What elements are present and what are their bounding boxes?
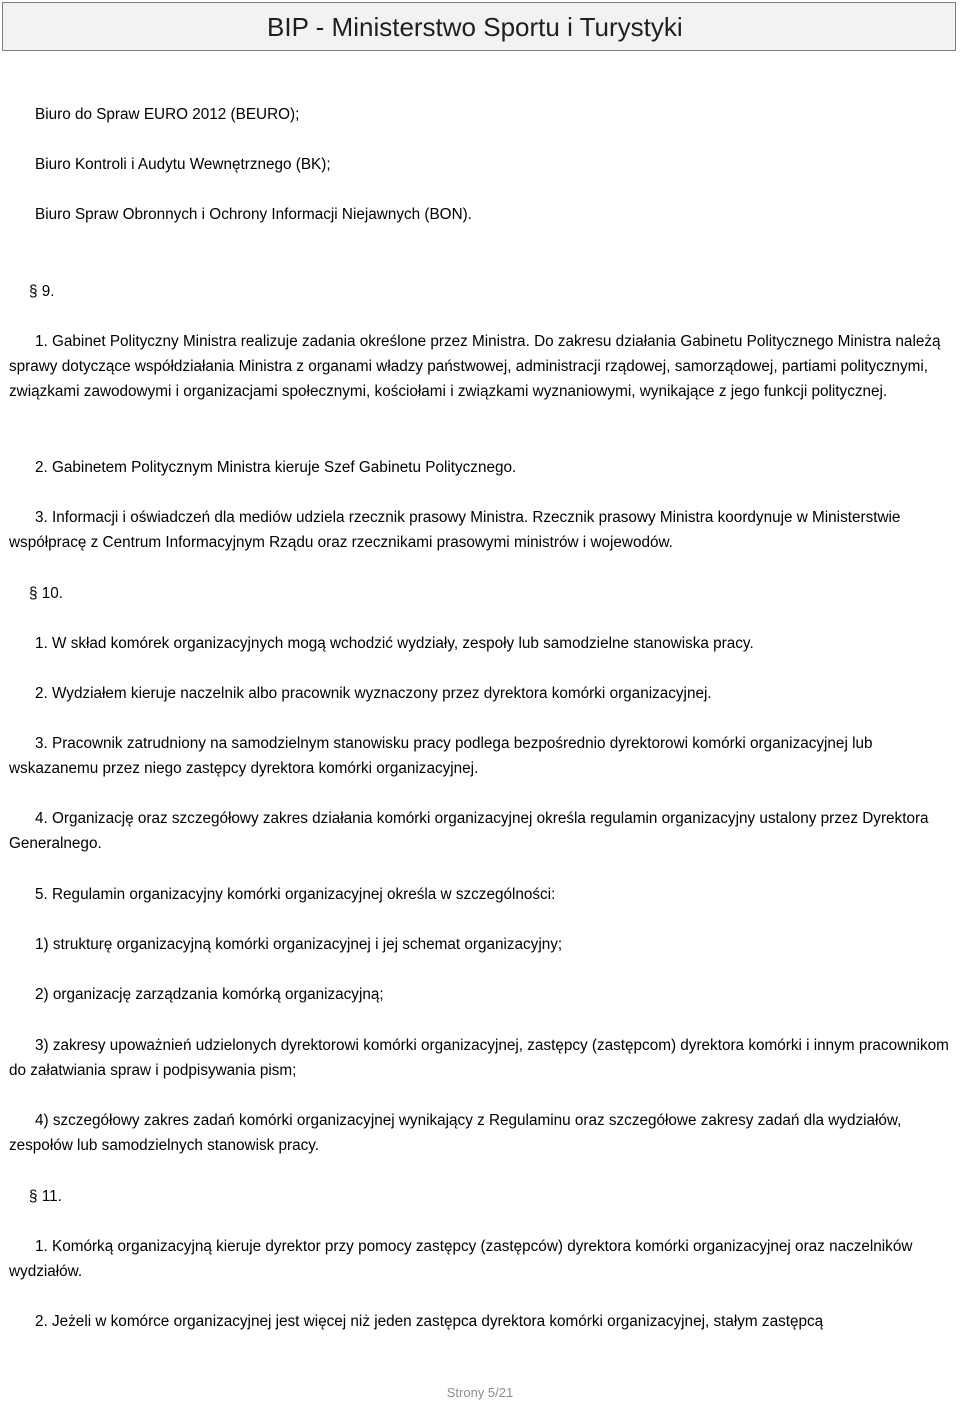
paragraph-10-5-item-2: 2) organizację zarządzania komórką organizacyjną; <box>35 986 384 1003</box>
section-symbol-10: § 10. <box>29 585 64 602</box>
paragraph-10-5-item-3: 3) zakresy upoważnień udzielonych dyrektorowi komórki organizacyjnej, zastępcy (zastępcom) dyrektora komórki i innym pracownikom do załatwiania spraw i podpisywania pism; <box>9 1037 949 1079</box>
paragraph-10-4: 4. Organizację oraz szczegółowy zakres działania komórki organizacyjnej określa regulamin organizacyjny ustalony przez Dyrektora Generalnego. <box>9 810 929 852</box>
paragraph-9-2: 2. Gabinetem Politycznym Ministra kieruje Szef Gabinetu Politycznego. <box>35 459 517 476</box>
paragraph-11-2: 2. Jeżeli w komórce organizacyjnej jest więcej niż jeden zastępca dyrektora komórki organizacyjnej, stałym zastępcą <box>35 1313 824 1330</box>
paragraph-11-1: 1. Komórką organizacyjną kieruje dyrektor przy pomocy zastępcy (zastępców) dyrektora komórki organizacyjnej oraz naczelników wydziałów. <box>9 1238 913 1280</box>
page-number: Strony 5/21 <box>446 1385 514 1400</box>
page-header <box>2 2 956 51</box>
paragraph-10-1: 1. W skład komórek organizacyjnych mogą wchodzić wydziały, zespoły lub samodzielne stanowiska pracy. <box>35 635 754 652</box>
list-item-biuro-euro: Biuro do Spraw EURO 2012 (BEURO); <box>35 106 300 123</box>
paragraph-10-5-item-1: 1) strukturę organizacyjną komórki organizacyjnej i jej schemat organizacyjny; <box>35 936 563 953</box>
section-symbol-9: § 9. <box>29 283 55 300</box>
list-item-biuro-spraw-obronnych: Biuro Spraw Obronnych i Ochrony Informacji Niejawnych (BON). <box>35 206 472 223</box>
list-item-biuro-kontroli: Biuro Kontroli i Audytu Wewnętrznego (BK); <box>35 156 331 173</box>
paragraph-10-5: 5. Regulamin organizacyjny komórki organizacyjnej określa w szczególności: <box>35 886 556 903</box>
document-title: BIP - Ministerstwo Sportu i Turystyki <box>267 12 683 42</box>
section-symbol-11: § 11. <box>29 1188 62 1205</box>
paragraph-10-2: 2. Wydziałem kieruje naczelnik albo pracownik wyznaczony przez dyrektora komórki organizacyjnej. <box>35 685 712 702</box>
paragraph-9-3: 3. Informacji i oświadczeń dla mediów udziela rzecznik prasowy Ministra. Rzecznik prasowy Ministra koordynuje w Ministerstwie współpracę z Centrum Informacyjnym Rządu oraz rzecznikami prasowymi ministrów i wojewodów. <box>9 509 901 551</box>
paragraph-10-3: 3. Pracownik zatrudniony na samodzielnym stanowisku pracy podlega bezpośrednio dyrektorowi komórki organizacyjnej lub wskazanemu przez niego zastępcy dyrektora komórki organizacyjnej. <box>9 735 873 777</box>
paragraph-9-1: 1. Gabinet Polityczny Ministra realizuje zadania określone przez Ministra. Do zakresu działania Gabinetu Politycznego Ministra należą sprawy dotyczące współdziałania Ministra z organami władzy państwowej, administracji rządowej, samorządowej, partiami politycznymi, związkami zawodowymi i organizacjami społecznymi, kościołami i związkami wyznaniowymi, wynikające z jego funkcji politycznej. <box>9 333 941 400</box>
paragraph-10-5-item-4: 4) szczegółowy zakres zadań komórki organizacyjnej wynikający z Regulaminu oraz szczegółowe zakresy zadań dla wydziałów, zespołów lub samodzielnych stanowisk pracy. <box>9 1112 902 1154</box>
